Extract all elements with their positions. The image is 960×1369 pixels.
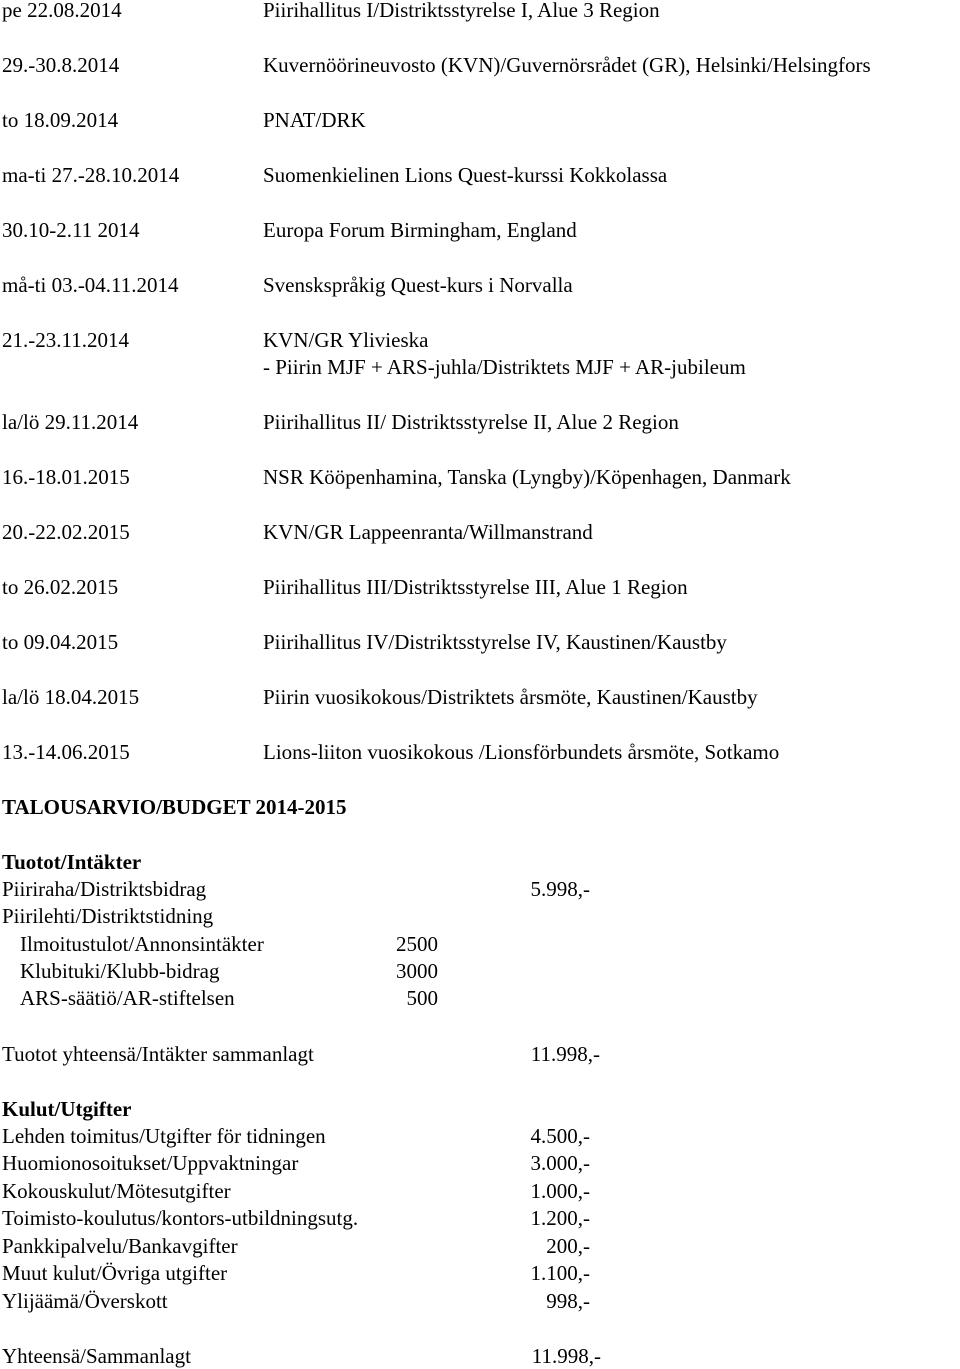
budget-subamount: 2500 [396,932,438,956]
budget-label: Piiriraha/Distriktsbidrag [2,877,207,901]
budget-label: Lehden toimitus/Utgifter för tidningen [2,1124,326,1148]
schedule-event: Piirihallitus II/ Distriktsstyrelse II, Alue 2 Region [263,410,679,434]
schedule-date: pe 22.08.2014 [2,0,122,22]
schedule-date: 30.10-2.11 2014 [2,218,140,242]
schedule-date: 20.-22.02.2015 [2,520,130,544]
schedule-event: Piirin vuosikokous/Distriktets årsmöte, Kaustinen/Kaustby [263,685,758,709]
budget-label: Kokouskulut/Mötesutgifter [2,1179,231,1203]
income-total-row [2,1042,314,1066]
schedule-date: 21.-23.11.2014 [2,328,129,352]
budget-amount: 1.200,- [530,1206,590,1230]
budget-subamount: 3000 [396,959,438,983]
budget-label: Klubituki/Klubb-bidrag [20,959,220,983]
schedule-event: Piirihallitus IV/Distriktsstyrelse IV, Kaustinen/Kaustby [263,630,727,654]
schedule-event: Kuvernöörineuvosto (KVN)/Guvernörsrådet (GR), Helsinki/Helsingfors [263,53,871,77]
schedule-event: Piirihallitus III/Distriktsstyrelse III, Alue 1 Region [263,575,688,599]
income-row-piirilehti: Piirilehti/Distriktstidning [2,904,214,928]
budget-amount: 200,- [546,1234,590,1258]
budget-amount: 4.500,- [530,1124,590,1148]
budget-label: Pankkipalvelu/Bankavgifter [2,1234,238,1258]
budget-subamount: 500 [406,986,438,1010]
budget-amount: 3.000,- [530,1151,590,1175]
budget-amount: 998,- [546,1289,590,1313]
schedule-event: KVN/GR Lappeenranta/Willmanstrand [263,520,593,544]
schedule-event: Piirihallitus I/Distriktsstyrelse I, Alue 3 Region [263,0,660,22]
grand-total-row [2,1344,191,1368]
schedule-event: Suomenkielinen Lions Quest-kurssi Kokkolassa [263,163,668,187]
expense-row [2,1261,227,1285]
expense-row [2,1234,238,1258]
budget-label: Tuotot yhteensä/Intäkter sammanlagt [2,1042,314,1066]
budget-label: ARS-säätiö/AR-stiftelsen [20,986,235,1010]
schedule-date: ma-ti 27.-28.10.2014 [2,163,180,187]
schedule-date: la/lö 18.04.2015 [2,685,140,709]
schedule-date: 29.-30.8.2014 [2,53,120,77]
income-subitem [20,986,235,1010]
schedule-event-sub: - Piirin MJF + ARS-juhla/Distriktets MJF + AR-jubileum [263,355,746,379]
schedule-date: 16.-18.01.2015 [2,465,130,489]
budget-amount: 1.000,- [530,1179,590,1203]
schedule-date: la/lö 29.11.2014 [2,410,139,434]
schedule-date: må-ti 03.-04.11.2014 [2,273,179,297]
budget-amount: 11.998,- [530,1042,600,1066]
income-heading: Tuotot/Intäkter [2,850,142,874]
expense-row [2,1289,168,1313]
budget-label: Toimisto-koulutus/kontors-utbildningsutg. [2,1206,359,1230]
income-subitem [20,932,264,956]
budget-label: Ylijäämä/Överskott [2,1289,168,1313]
schedule-event: Svenskspråkig Quest-kurs i Norvalla [263,273,573,297]
budget-amount: 11.998,- [531,1344,601,1368]
schedule-date: to 09.04.2015 [2,630,119,654]
schedule-date: to 26.02.2015 [2,575,119,599]
expense-row [2,1151,298,1175]
schedule-event: NSR Kööpenhamina, Tanska (Lyngby)/Köpenhagen, Danmark [263,465,791,489]
schedule-event: Europa Forum Birmingham, England [263,218,577,242]
budget-amount: 5.998,- [530,877,590,901]
income-subitem [20,959,219,983]
budget-amount: 1.100,- [530,1261,590,1285]
budget-label: Yhteensä/Sammanlagt [2,1344,191,1368]
expense-row [2,1206,358,1230]
budget-label: Muut kulut/Övriga utgifter [2,1261,228,1285]
expense-row [2,1179,231,1203]
schedule-event: KVN/GR Ylivieska [263,328,429,352]
budget-label: Ilmoitustulot/Annonsintäkter [20,932,264,956]
schedule-date: to 18.09.2014 [2,108,119,132]
expense-row [2,1124,326,1148]
budget-label: Huomionosoitukset/Uppvaktningar [2,1151,299,1175]
schedule-event: Lions-liiton vuosikokous /Lionsförbundets årsmöte, Sotkamo [263,740,780,764]
schedule-date: 13.-14.06.2015 [2,740,130,764]
budget-title: TALOUSARVIO/BUDGET 2014-2015 [2,795,347,819]
income-row-piiriraha [2,877,206,901]
expenses-heading: Kulut/Utgifter [2,1097,132,1121]
schedule-event: PNAT/DRK [263,108,366,132]
